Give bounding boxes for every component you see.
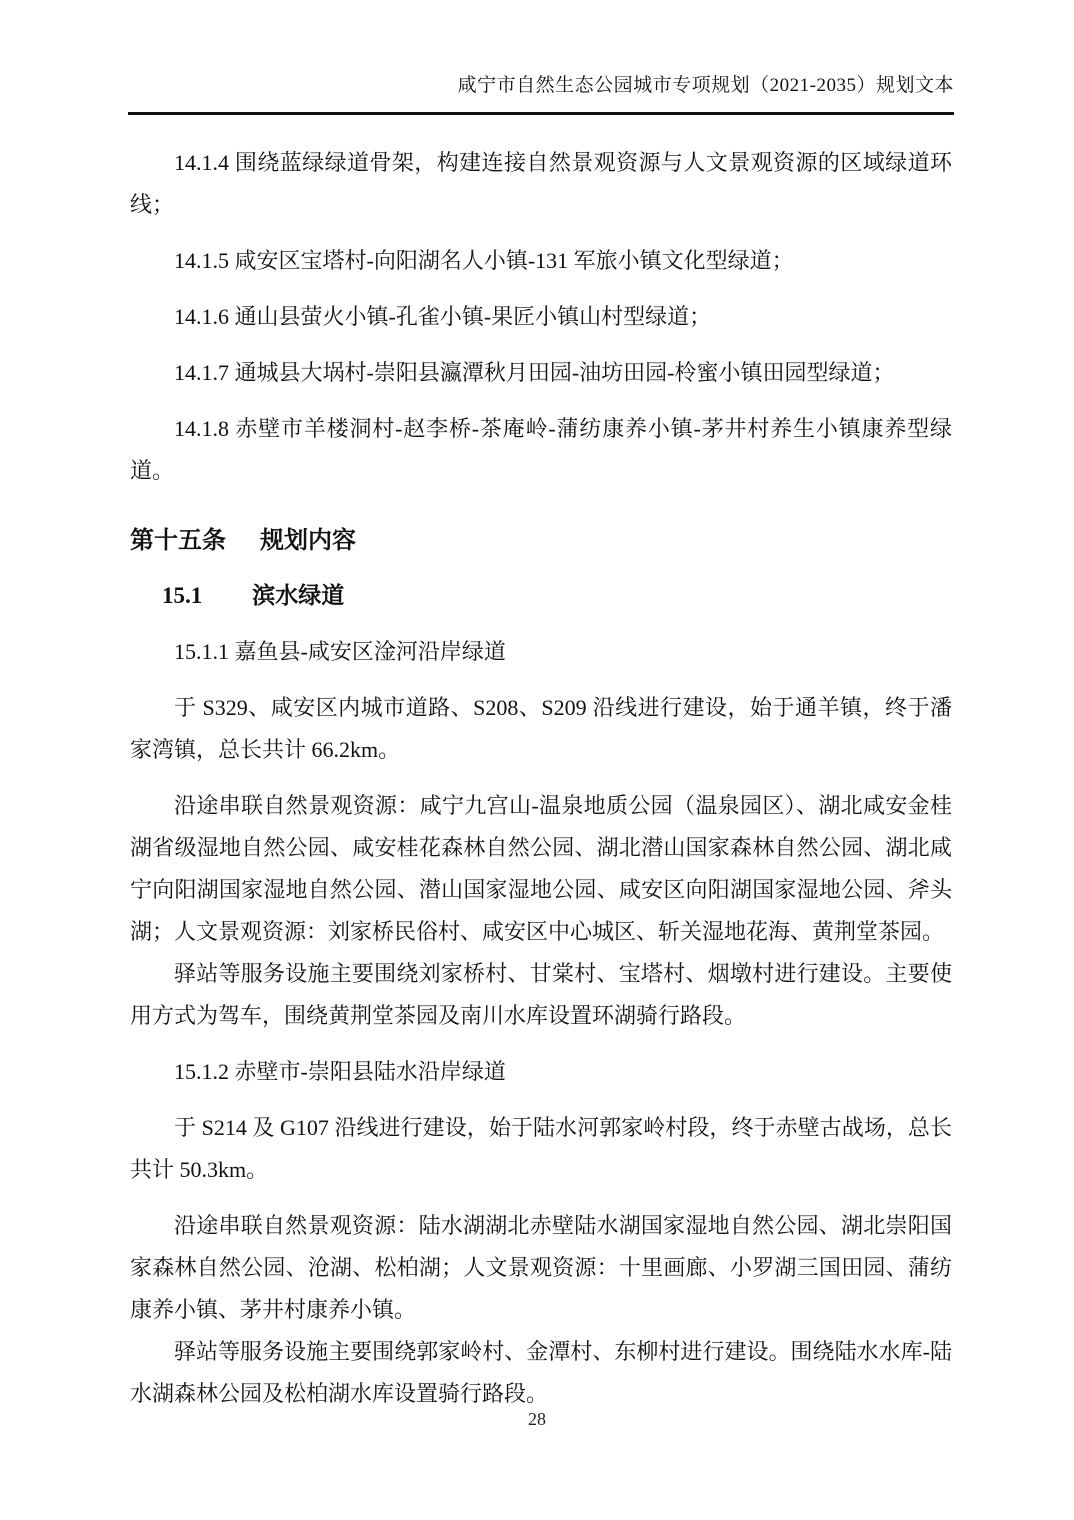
section-heading-15-1 — [130, 575, 952, 617]
running-header-title: 咸宁市自然生态公园城市专项规划（2021-2035）规划文本 — [457, 75, 954, 96]
paragraph-15-1-2-route: 于 S214 及 G107 沿线进行建设，始于陆水河郭家岭村段，终于赤壁古战场，总长共计 50.3km。 — [130, 1115, 952, 1182]
paragraph-15-1-1-resources: 沿途串联自然景观资源：咸宁九宫山-温泉地质公园（温泉园区）、湖北咸安金桂湖省级湿地自然公园、咸安桂花森林自然公园、湖北潜山国家森林自然公园、湖北咸宁向阳湖国家湿地自然公园、潜山国家湿地公园、咸安区向阳湖国家湿地公园、斧头湖；人文景观资源：刘家桥民俗村、咸安区中心城区、斩关湿地花海、黄荆堂茶园。 — [130, 793, 952, 944]
document-body — [130, 128, 952, 1415]
paragraph-14-1-4: 14.1.4 围绕蓝绿绿道骨架，构建连接自然景观资源与人文景观资源的区域绿道环线； — [130, 150, 952, 217]
running-header — [128, 72, 954, 115]
paragraph-15-1-2-resources: 沿途串联自然景观资源：陆水湖湖北赤壁陆水湖国家湿地自然公园、湖北崇阳国家森林自然公园、沧湖、松柏湖；人文景观资源：十里画廊、小罗湖三国田园、蒲纺康养小镇、茅井村康养小镇。 — [130, 1213, 952, 1322]
paragraph-15-1-2-title: 15.1.2 赤壁市-崇阳县陆水沿岸绿道 — [174, 1059, 506, 1084]
article-heading-title: 规划内容 — [260, 528, 356, 554]
article-heading-number: 第十五条 — [130, 528, 226, 554]
page-number: 28 — [528, 1409, 546, 1429]
section-heading-number: 15.1 — [162, 583, 203, 608]
page-footer — [0, 1406, 1074, 1432]
paragraph-14-1-6: 14.1.6 通山县萤火小镇-孔雀小镇-果匠小镇山村型绿道； — [174, 304, 712, 329]
paragraph-15-1-1-stations: 驿站等服务设施主要围绕刘家桥村、甘棠村、宝塔村、烟墩村进行建设。主要使用方式为驾车，围绕黄荆堂茶园及南川水库设置环湖骑行路段。 — [130, 961, 952, 1028]
paragraph-15-1-1-route: 于 S329、咸安区内城市道路、S208、S209 沿线进行建设，始于通羊镇，终于潘家湾镇，总长共计 66.2km。 — [130, 695, 952, 762]
paragraph-15-1-1-title: 15.1.1 嘉鱼县-咸安区淦河沿岸绿道 — [174, 639, 506, 664]
section-heading-title: 滨水绿道 — [252, 583, 345, 608]
paragraph-14-1-8: 14.1.8 赤壁市羊楼洞村-赵李桥-茶庵岭-蒲纺康养小镇-茅井村养生小镇康养型绿道。 — [130, 416, 952, 483]
paragraph-14-1-5: 14.1.5 咸安区宝塔村-向阳湖名人小镇-131 军旅小镇文化型绿道； — [174, 248, 794, 273]
paragraph-14-1-7: 14.1.7 通城县大埚村-崇阳县瀛潭秋月田园-油坊田园-柃蜜小镇田园型绿道； — [174, 360, 895, 385]
paragraph-15-1-2-stations: 驿站等服务设施主要围绕郭家岭村、金潭村、东柳村进行建设。围绕陆水水库-陆水湖森林公园及松柏湖水库设置骑行路段。 — [130, 1339, 952, 1406]
article-heading — [130, 520, 952, 562]
